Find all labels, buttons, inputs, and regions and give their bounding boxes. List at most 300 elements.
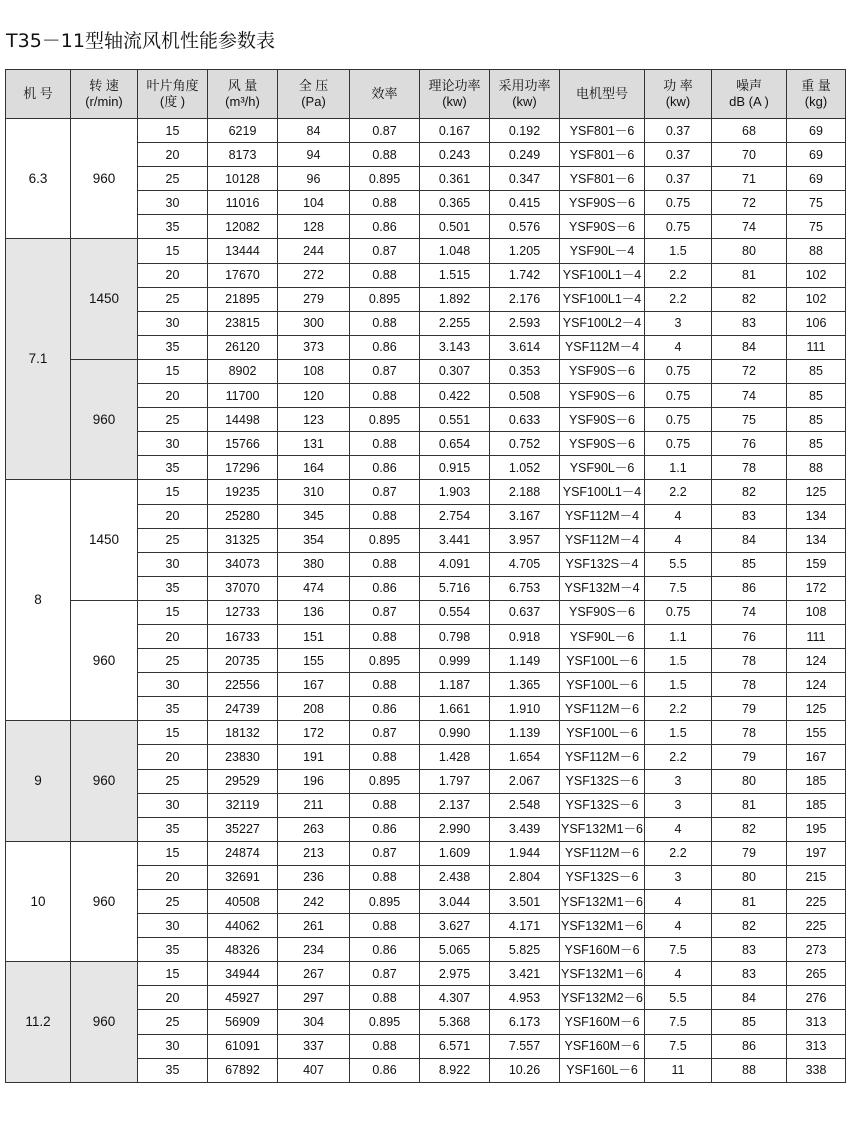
cell-air-volume: 67892 [208,1058,278,1082]
cell-blade-angle: 25 [138,408,208,432]
cell-efficiency: 0.88 [350,986,420,1010]
cell-weight: 185 [787,793,846,817]
cell-air-volume: 32119 [208,793,278,817]
cell-blade-angle: 20 [138,143,208,167]
cell-motor-power: 4 [645,962,712,986]
cell-noise: 80 [712,865,787,889]
cell-efficiency: 0.86 [350,817,420,841]
cell-noise: 84 [712,335,787,359]
cell-air-volume: 17670 [208,263,278,287]
cell-total-pressure: 155 [278,649,350,673]
cell-efficiency: 0.895 [350,287,420,311]
cell-air-volume: 16733 [208,624,278,648]
column-header-line: 功 率 [663,78,693,93]
cell-total-pressure: 167 [278,673,350,697]
cell-weight: 108 [787,600,846,624]
cell-theoretical-power: 5.368 [420,1010,490,1034]
cell-weight: 167 [787,745,846,769]
cell-weight: 102 [787,287,846,311]
cell-motor-model: YSF132M1－6 [560,962,645,986]
cell-adopted-power: 4.953 [490,986,560,1010]
cell-noise: 79 [712,745,787,769]
cell-blade-angle: 25 [138,1010,208,1034]
cell-theoretical-power: 0.501 [420,215,490,239]
cell-motor-power: 4 [645,504,712,528]
cell-theoretical-power: 5.065 [420,938,490,962]
cell-noise: 74 [712,384,787,408]
model-cell: 11.2 [6,962,71,1082]
cell-motor-model: YSF90S－6 [560,359,645,383]
cell-air-volume: 17296 [208,456,278,480]
cell-air-volume: 35227 [208,817,278,841]
cell-motor-model: YSF100L1－4 [560,287,645,311]
cell-motor-model: YSF100L－6 [560,673,645,697]
cell-blade-angle: 25 [138,890,208,914]
cell-adopted-power: 1.052 [490,456,560,480]
cell-air-volume: 14498 [208,408,278,432]
cell-efficiency: 0.895 [350,769,420,793]
speed-cell: 1450 [71,239,138,359]
cell-total-pressure: 96 [278,167,350,191]
cell-motor-model: YSF100L－6 [560,721,645,745]
cell-theoretical-power: 8.922 [420,1058,490,1082]
cell-efficiency: 0.88 [350,865,420,889]
cell-noise: 83 [712,938,787,962]
cell-motor-power: 0.37 [645,143,712,167]
column-header-line: 电机型号 [575,86,628,101]
cell-motor-power: 0.75 [645,408,712,432]
cell-motor-power: 2.2 [645,841,712,865]
table-row [6,480,846,504]
cell-adopted-power: 3.957 [490,528,560,552]
cell-air-volume: 29529 [208,769,278,793]
cell-noise: 82 [712,287,787,311]
cell-total-pressure: 261 [278,914,350,938]
cell-motor-model: YSF801－6 [560,167,645,191]
cell-motor-power: 0.75 [645,432,712,456]
cell-theoretical-power: 5.716 [420,576,490,600]
cell-motor-model: YSF90L－6 [560,456,645,480]
cell-theoretical-power: 1.428 [420,745,490,769]
cell-motor-model: YSF132M1－6 [560,817,645,841]
cell-efficiency: 0.88 [350,793,420,817]
column-header-air-volume [208,70,278,119]
cell-air-volume: 32691 [208,865,278,889]
cell-weight: 106 [787,311,846,335]
cell-motor-power: 3 [645,793,712,817]
cell-total-pressure: 108 [278,359,350,383]
cell-motor-model: YSF132S－4 [560,552,645,576]
cell-noise: 72 [712,191,787,215]
column-header-line: (m³/h) [225,94,260,109]
cell-noise: 74 [712,600,787,624]
cell-noise: 76 [712,624,787,648]
cell-motor-model: YSF112M－4 [560,528,645,552]
cell-total-pressure: 236 [278,865,350,889]
cell-total-pressure: 373 [278,335,350,359]
cell-blade-angle: 20 [138,624,208,648]
cell-blade-angle: 15 [138,962,208,986]
cell-noise: 75 [712,408,787,432]
cell-weight: 225 [787,914,846,938]
cell-weight: 85 [787,359,846,383]
cell-noise: 78 [712,673,787,697]
cell-blade-angle: 35 [138,335,208,359]
cell-motor-power: 3 [645,769,712,793]
cell-motor-power: 1.1 [645,624,712,648]
cell-total-pressure: 345 [278,504,350,528]
cell-efficiency: 0.88 [350,432,420,456]
cell-motor-power: 4 [645,817,712,841]
cell-adopted-power: 2.067 [490,769,560,793]
cell-efficiency: 0.88 [350,143,420,167]
cell-motor-model: YSF132M1－6 [560,890,645,914]
cell-efficiency: 0.87 [350,359,420,383]
cell-theoretical-power: 0.999 [420,649,490,673]
cell-theoretical-power: 1.609 [420,841,490,865]
page-title: T35－11型轴流风机性能参数表 [6,30,275,52]
cell-motor-model: YSF132S－6 [560,769,645,793]
cell-motor-model: YSF90S－6 [560,384,645,408]
cell-air-volume: 22556 [208,673,278,697]
cell-noise: 78 [712,721,787,745]
column-header-line: 重 量 [801,78,831,93]
speed-cell: 960 [71,359,138,479]
column-header-line: (度 ) [159,94,186,109]
cell-weight: 225 [787,890,846,914]
cell-blade-angle: 25 [138,769,208,793]
cell-motor-power: 2.2 [645,480,712,504]
cell-weight: 215 [787,865,846,889]
column-header-line: 风 量 [227,78,258,93]
cell-total-pressure: 337 [278,1034,350,1058]
cell-efficiency: 0.86 [350,215,420,239]
column-header-efficiency [350,70,420,119]
column-header-line: (Pa) [301,94,326,109]
cell-theoretical-power: 0.243 [420,143,490,167]
cell-weight: 265 [787,962,846,986]
cell-air-volume: 26120 [208,335,278,359]
cell-weight: 69 [787,167,846,191]
cell-total-pressure: 211 [278,793,350,817]
cell-noise: 82 [712,817,787,841]
cell-efficiency: 0.86 [350,335,420,359]
cell-weight: 69 [787,143,846,167]
cell-motor-model: YSF132S－6 [560,793,645,817]
cell-blade-angle: 15 [138,480,208,504]
column-header-line: (kg) [804,94,828,109]
model-cell: 6.3 [6,119,71,239]
cell-noise: 80 [712,239,787,263]
cell-efficiency: 0.87 [350,600,420,624]
cell-noise: 71 [712,167,787,191]
column-header-adopted-power [490,70,560,119]
cell-adopted-power: 1.910 [490,697,560,721]
cell-motor-model: YSF112M－6 [560,841,645,865]
cell-motor-model: YSF90S－6 [560,408,645,432]
cell-blade-angle: 30 [138,311,208,335]
cell-noise: 81 [712,793,787,817]
cell-adopted-power: 0.353 [490,359,560,383]
cell-noise: 76 [712,432,787,456]
cell-efficiency: 0.88 [350,552,420,576]
cell-blade-angle: 35 [138,576,208,600]
speed-cell: 960 [71,119,138,239]
cell-theoretical-power: 0.167 [420,119,490,143]
column-header-line: 采用功率 [498,78,551,93]
cell-weight: 134 [787,528,846,552]
cell-motor-model: YSF801－6 [560,143,645,167]
cell-air-volume: 10128 [208,167,278,191]
cell-theoretical-power: 2.438 [420,865,490,889]
cell-total-pressure: 242 [278,890,350,914]
cell-blade-angle: 20 [138,504,208,528]
cell-adopted-power: 1.742 [490,263,560,287]
cell-air-volume: 25280 [208,504,278,528]
cell-theoretical-power: 0.554 [420,600,490,624]
cell-motor-power: 4 [645,528,712,552]
cell-efficiency: 0.87 [350,721,420,745]
cell-motor-model: YSF160M－6 [560,938,645,962]
cell-motor-model: YSF112M－6 [560,745,645,769]
cell-adopted-power: 5.825 [490,938,560,962]
cell-adopted-power: 1.205 [490,239,560,263]
cell-efficiency: 0.88 [350,311,420,335]
cell-motor-power: 0.75 [645,215,712,239]
cell-theoretical-power: 1.903 [420,480,490,504]
cell-motor-model: YSF132M1－6 [560,914,645,938]
cell-theoretical-power: 4.091 [420,552,490,576]
cell-efficiency: 0.895 [350,1010,420,1034]
column-header-line: 转 速 [89,78,119,93]
cell-theoretical-power: 1.515 [420,263,490,287]
cell-total-pressure: 279 [278,287,350,311]
cell-air-volume: 6219 [208,119,278,143]
cell-blade-angle: 35 [138,1058,208,1082]
cell-theoretical-power: 1.797 [420,769,490,793]
cell-motor-model: YSF100L2－4 [560,311,645,335]
cell-theoretical-power: 3.044 [420,890,490,914]
cell-air-volume: 20735 [208,649,278,673]
column-header-weight [787,70,846,119]
cell-blade-angle: 15 [138,841,208,865]
cell-air-volume: 11700 [208,384,278,408]
cell-blade-angle: 25 [138,528,208,552]
cell-efficiency: 0.87 [350,239,420,263]
cell-blade-angle: 20 [138,986,208,1010]
cell-motor-power: 2.2 [645,287,712,311]
cell-motor-power: 1.5 [645,649,712,673]
cell-theoretical-power: 2.990 [420,817,490,841]
cell-theoretical-power: 4.307 [420,986,490,1010]
cell-adopted-power: 0.633 [490,408,560,432]
cell-total-pressure: 172 [278,721,350,745]
cell-motor-model: YSF90S－6 [560,600,645,624]
cell-total-pressure: 407 [278,1058,350,1082]
cell-weight: 69 [787,119,846,143]
cell-efficiency: 0.88 [350,624,420,648]
cell-noise: 74 [712,215,787,239]
cell-motor-power: 0.75 [645,600,712,624]
cell-theoretical-power: 2.137 [420,793,490,817]
cell-blade-angle: 35 [138,817,208,841]
cell-air-volume: 15766 [208,432,278,456]
cell-weight: 172 [787,576,846,600]
cell-motor-power: 7.5 [645,576,712,600]
cell-motor-model: YSF132M2－6 [560,986,645,1010]
cell-adopted-power: 2.593 [490,311,560,335]
cell-theoretical-power: 6.571 [420,1034,490,1058]
column-header-line: (r/min) [85,94,123,109]
cell-air-volume: 23815 [208,311,278,335]
cell-motor-power: 4 [645,890,712,914]
cell-noise: 86 [712,1034,787,1058]
cell-blade-angle: 35 [138,938,208,962]
cell-air-volume: 24874 [208,841,278,865]
cell-noise: 85 [712,1010,787,1034]
cell-theoretical-power: 3.627 [420,914,490,938]
cell-weight: 276 [787,986,846,1010]
cell-motor-model: YSF100L1－4 [560,263,645,287]
table-row [6,119,846,143]
cell-motor-model: YSF90S－6 [560,191,645,215]
cell-noise: 85 [712,552,787,576]
cell-adopted-power: 6.173 [490,1010,560,1034]
cell-motor-model: YSF112M－4 [560,335,645,359]
cell-total-pressure: 380 [278,552,350,576]
cell-blade-angle: 30 [138,914,208,938]
cell-noise: 70 [712,143,787,167]
cell-total-pressure: 131 [278,432,350,456]
cell-total-pressure: 272 [278,263,350,287]
cell-air-volume: 12733 [208,600,278,624]
cell-adopted-power: 0.637 [490,600,560,624]
cell-blade-angle: 20 [138,384,208,408]
cell-adopted-power: 0.508 [490,384,560,408]
cell-weight: 134 [787,504,846,528]
cell-motor-power: 7.5 [645,1034,712,1058]
cell-weight: 75 [787,215,846,239]
cell-air-volume: 34944 [208,962,278,986]
cell-adopted-power: 2.804 [490,865,560,889]
cell-motor-model: YSF90S－6 [560,432,645,456]
column-header-line: 叶片角度 [146,78,199,93]
cell-motor-power: 2.2 [645,745,712,769]
cell-efficiency: 0.895 [350,167,420,191]
cell-weight: 124 [787,649,846,673]
cell-theoretical-power: 0.361 [420,167,490,191]
cell-efficiency: 0.87 [350,480,420,504]
cell-weight: 195 [787,817,846,841]
cell-adopted-power: 2.548 [490,793,560,817]
cell-weight: 111 [787,335,846,359]
cell-blade-angle: 15 [138,239,208,263]
cell-air-volume: 56909 [208,1010,278,1034]
cell-efficiency: 0.895 [350,528,420,552]
column-header-motor-power [645,70,712,119]
cell-weight: 155 [787,721,846,745]
speed-cell: 960 [71,841,138,961]
cell-motor-model: YSF160M－6 [560,1034,645,1058]
performance-table [5,69,846,1083]
column-header-line: (kw) [665,94,691,109]
cell-adopted-power: 10.26 [490,1058,560,1082]
model-cell: 7.1 [6,239,71,480]
speed-cell: 960 [71,600,138,720]
column-header-line: 效率 [371,86,398,101]
cell-air-volume: 8173 [208,143,278,167]
cell-air-volume: 23830 [208,745,278,769]
cell-air-volume: 34073 [208,552,278,576]
table-row [6,721,846,745]
cell-adopted-power: 0.415 [490,191,560,215]
cell-efficiency: 0.895 [350,408,420,432]
table-row [6,962,846,986]
cell-noise: 72 [712,359,787,383]
table-row [6,239,846,263]
cell-noise: 84 [712,528,787,552]
cell-blade-angle: 35 [138,215,208,239]
cell-theoretical-power: 1.892 [420,287,490,311]
cell-theoretical-power: 0.990 [420,721,490,745]
cell-total-pressure: 304 [278,1010,350,1034]
cell-blade-angle: 30 [138,1034,208,1058]
cell-weight: 125 [787,480,846,504]
cell-efficiency: 0.86 [350,697,420,721]
column-header-line: 噪声 [735,78,762,93]
cell-motor-model: YSF801－6 [560,119,645,143]
cell-adopted-power: 2.176 [490,287,560,311]
cell-blade-angle: 15 [138,721,208,745]
cell-motor-model: YSF132M－4 [560,576,645,600]
column-header-theoretical-power [420,70,490,119]
cell-air-volume: 44062 [208,914,278,938]
cell-adopted-power: 3.167 [490,504,560,528]
cell-motor-power: 1.1 [645,456,712,480]
cell-motor-power: 0.37 [645,167,712,191]
cell-total-pressure: 164 [278,456,350,480]
cell-adopted-power: 0.576 [490,215,560,239]
cell-weight: 313 [787,1010,846,1034]
cell-motor-power: 1.5 [645,721,712,745]
cell-air-volume: 61091 [208,1034,278,1058]
cell-total-pressure: 136 [278,600,350,624]
cell-air-volume: 18132 [208,721,278,745]
cell-blade-angle: 30 [138,552,208,576]
cell-adopted-power: 0.752 [490,432,560,456]
cell-efficiency: 0.88 [350,191,420,215]
cell-weight: 273 [787,938,846,962]
cell-weight: 102 [787,263,846,287]
cell-noise: 82 [712,914,787,938]
cell-total-pressure: 120 [278,384,350,408]
cell-blade-angle: 15 [138,600,208,624]
cell-adopted-power: 0.249 [490,143,560,167]
column-header-speed [71,70,138,119]
cell-motor-power: 7.5 [645,1010,712,1034]
cell-weight: 85 [787,432,846,456]
cell-motor-power: 0.37 [645,119,712,143]
cell-efficiency: 0.88 [350,1034,420,1058]
cell-weight: 85 [787,384,846,408]
cell-adopted-power: 7.557 [490,1034,560,1058]
cell-air-volume: 19235 [208,480,278,504]
cell-efficiency: 0.87 [350,962,420,986]
cell-theoretical-power: 0.798 [420,624,490,648]
cell-adopted-power: 2.188 [490,480,560,504]
cell-noise: 83 [712,962,787,986]
cell-motor-power: 0.75 [645,191,712,215]
